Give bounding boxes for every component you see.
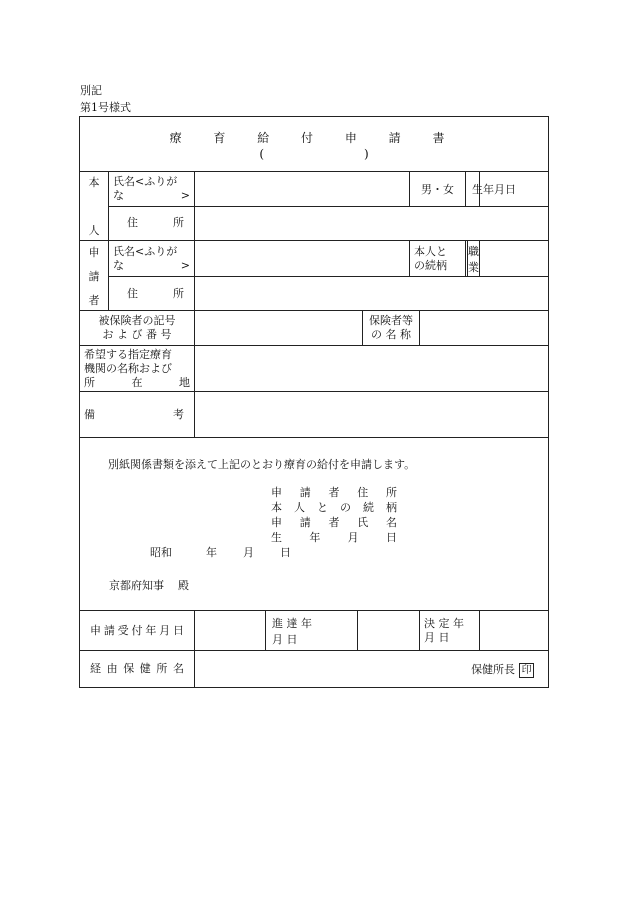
progress-date-label-1: 進 達 年 <box>272 616 312 630</box>
applicant-name-label <box>109 241 195 277</box>
applicant-relation-field[interactable] <box>466 241 480 277</box>
declaration-statement: 別紙関係書類を添えて上記のとおり療育の給付を申請します。 <box>108 458 416 471</box>
applicant-side-label <box>80 241 109 311</box>
progress-date-label <box>265 611 357 650</box>
applicant-side-1: 申 <box>88 245 100 259</box>
decision-date-field[interactable] <box>480 611 549 651</box>
patient-birth-label <box>466 172 516 207</box>
applicant-name-label-1: 氏名<ふりが <box>113 244 178 258</box>
form-subtitle <box>80 146 548 162</box>
declaration-addressee <box>109 577 189 593</box>
applicant-side-2: 請 <box>88 269 100 283</box>
institution-label <box>80 346 195 392</box>
form-number: 第1号様式 <box>80 101 131 114</box>
patient-side-top: 本 <box>88 176 100 189</box>
insurer-name-label-2: の 名 称 <box>371 328 411 341</box>
declaration-addressee-name: 京都府知事 <box>109 579 164 592</box>
patient-sex-field[interactable]: 男・女 <box>410 172 466 207</box>
receipt-date-field[interactable] <box>195 611 358 651</box>
insurance-number-label-1: 被保険者の記号 <box>98 314 176 327</box>
insurer-name-label-1: 保険者等 <box>369 314 413 327</box>
patient-name-label-1: 氏名<ふりが <box>113 174 178 188</box>
declaration-date <box>150 544 291 560</box>
insurance-number-label-2: お よ び 番 号 <box>102 328 172 341</box>
form-title: 療 育 給 付 申 請 書 <box>169 131 459 145</box>
institution-label-1: 希望する指定療育 <box>84 347 172 361</box>
form-title-cell <box>80 117 549 172</box>
declaration-block <box>80 438 549 611</box>
decision-date-label-2: 月 日 <box>424 630 450 644</box>
declaration-date-era: 昭和 <box>150 546 172 559</box>
applicant-address-field[interactable] <box>195 277 549 311</box>
declaration-applicant-name: 申 請 者 氏 名 <box>271 516 397 529</box>
application-form <box>79 116 549 688</box>
applicant-relation-label-2: の続柄 <box>414 258 447 272</box>
progress-date-field[interactable] <box>358 611 420 651</box>
applicant-relation-label-1: 本人と <box>414 244 447 258</box>
patient-birth-label-text: 生年月日 <box>472 182 516 196</box>
decision-date-label <box>420 611 480 651</box>
declaration-birthdate: 生 年 月 日 <box>271 531 397 544</box>
progress-date-label-2: 月 日 <box>272 632 298 646</box>
health-center-field[interactable] <box>195 651 549 688</box>
declaration-date-day: 日 <box>280 546 291 559</box>
receipt-date-label <box>80 611 195 651</box>
insurer-name-field[interactable] <box>420 311 549 346</box>
applicant-side-3: 者 <box>88 293 100 307</box>
patient-name-label <box>109 172 195 207</box>
patient-name-label-2: な > <box>113 188 190 202</box>
institution-label-3: 所 在 地 <box>84 375 190 389</box>
decision-date-label-1: 決 定 年 <box>424 616 464 630</box>
patient-address-field[interactable] <box>195 206 549 241</box>
patient-side-bottom: 人 <box>88 224 100 237</box>
applicant-name-label-2: な > <box>113 258 190 272</box>
applicant-occupation-label: 職 業 <box>467 241 479 276</box>
insurer-name-label <box>363 311 420 346</box>
remarks-label-text: 備 考 <box>84 407 184 421</box>
patient-name-field[interactable] <box>195 172 410 207</box>
declaration-applicant-address: 申 請 者 住 所 <box>271 486 397 499</box>
declaration-date-year: 年 <box>206 546 217 559</box>
seal-mark: 印 <box>519 663 534 678</box>
declaration-honorific: 殿 <box>178 579 189 592</box>
institution-field[interactable] <box>195 346 549 392</box>
paren-close: ) <box>364 147 369 161</box>
institution-label-2: 機関の名称および <box>84 361 172 375</box>
patient-address-label-text: 住 所 <box>127 216 184 230</box>
patient-address-label <box>109 206 195 241</box>
paren-open: ( <box>259 147 265 161</box>
applicant-address-label-text: 住 所 <box>127 286 184 300</box>
health-center-label <box>80 651 195 688</box>
applicant-name-field[interactable] <box>195 241 410 277</box>
insurance-number-label <box>80 311 195 346</box>
applicant-address-label <box>109 277 195 311</box>
applicant-occupation-field[interactable] <box>480 241 549 277</box>
health-center-chief: 保健所長 <box>471 662 516 676</box>
remarks-field[interactable] <box>195 392 549 438</box>
receipt-date-label-text: 申請受付年月日 <box>90 623 184 637</box>
remarks-label <box>80 392 195 438</box>
form-note: 別記 <box>80 84 102 97</box>
health-center-label-text: 経 由 保 健 所 名 <box>90 662 184 675</box>
applicant-relation-label <box>410 241 466 277</box>
insurance-number-field[interactable] <box>195 311 363 346</box>
patient-side-label <box>80 172 109 241</box>
declaration-date-month: 月 <box>243 546 254 559</box>
declaration-relation: 本 人 と の 続 柄 <box>271 501 397 514</box>
